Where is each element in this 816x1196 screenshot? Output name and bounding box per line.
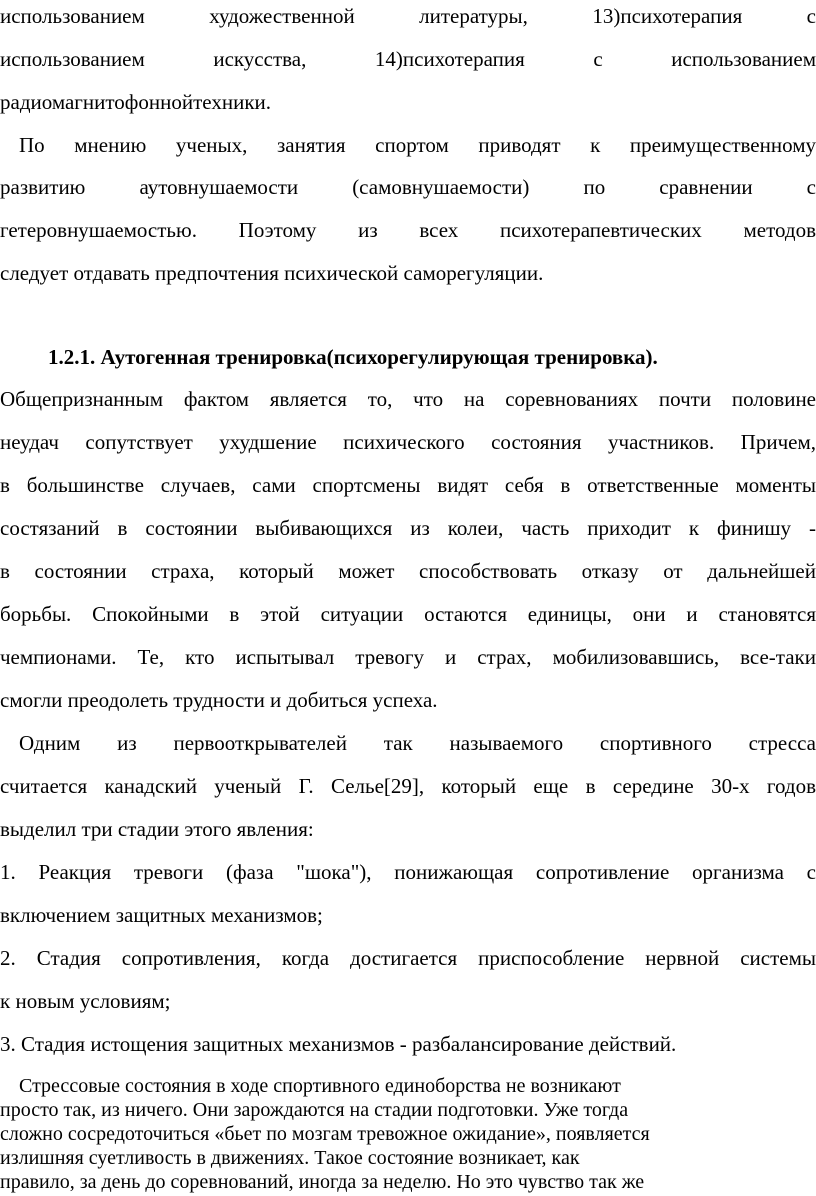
list-item-continuation: включением защитных механизмов; bbox=[0, 903, 323, 927]
text-line: использованием художественной литературы, 13)психотерапия с bbox=[0, 4, 816, 28]
text-line: сложно сосредоточиться «бьет по мозгам тревожное ожидание», появляется bbox=[0, 1123, 650, 1145]
text-line: в состоянии страха, который может способствовать отказу от дальнейшей bbox=[0, 559, 816, 583]
text-line: использованием искусства, 14)психотерапия с использованием bbox=[0, 47, 816, 71]
text-line: смогли преодолеть трудности и добиться успеха. bbox=[0, 688, 438, 712]
text-line: излишняя суетливость в движениях. Такое состояние возникает, как bbox=[0, 1147, 580, 1169]
text-line: радиомагнитофоннойтехники. bbox=[0, 90, 272, 114]
paragraph-first-line: Одним из первооткрывателей так называемого спортивного стресса bbox=[19, 731, 816, 755]
text-line: выделил три стадии этого явления: bbox=[0, 817, 314, 841]
text-line: развитию аутовнушаемости (самовнушаемости) по сравнении с bbox=[0, 175, 816, 199]
text-line: чемпионами. Те, кто испытывал тревогу и страх, мобилизовавшись, все-таки bbox=[0, 645, 816, 669]
text-line: гетеровнушаемостью. Поэтому из всех психотерапевтических методов bbox=[0, 218, 816, 242]
text-line: следует отдавать предпочтения психической саморегуляции. bbox=[0, 261, 544, 285]
list-item: 3. Стадия истощения защитных механизмов - разбалансирование действий. bbox=[0, 1032, 677, 1056]
list-item: 2. Стадия сопротивления, когда достигается приспособление нервной системы bbox=[0, 946, 816, 970]
text-line: борьбы. Спокойными в этой ситуации остаются единицы, они и становятся bbox=[0, 602, 816, 626]
text-line: просто так, из ничего. Они зарождаются на стадии подготовки. Уже тогда bbox=[0, 1099, 629, 1121]
list-item: 1. Реакция тревоги (фаза "шока"), понижающая сопротивление организма с bbox=[0, 860, 816, 884]
section-heading: 1.2.1. Аутогенная тренировка(психорегулирующая тренировка). bbox=[48, 345, 658, 369]
paragraph-first-line: По мнению ученых, занятия спортом приводят к преимущественному bbox=[19, 133, 816, 157]
list-item-continuation: к новым условиям; bbox=[0, 989, 171, 1013]
text-line: Общепризнанным фактом является то, что на соревнованиях почти половине bbox=[0, 387, 816, 411]
paragraph-first-line: Стрессовые состояния в ходе спортивного единоборства не возникают bbox=[19, 1075, 621, 1097]
text-line: считается канадский ученый Г. Селье[29], который еще в середине 30-х годов bbox=[0, 774, 816, 798]
text-line: в большинстве случаев, сами спортсмены видят себя в ответственные моменты bbox=[0, 473, 816, 497]
text-line: правило, за день до соревнований, иногда за неделю. Но это чувство так же bbox=[0, 1171, 645, 1193]
text-line: неудач сопутствует ухудшение психического состояния участников. Причем, bbox=[0, 430, 816, 454]
text-line: состязаний в состоянии выбивающихся из колеи, часть приходит к финишу - bbox=[0, 516, 816, 540]
